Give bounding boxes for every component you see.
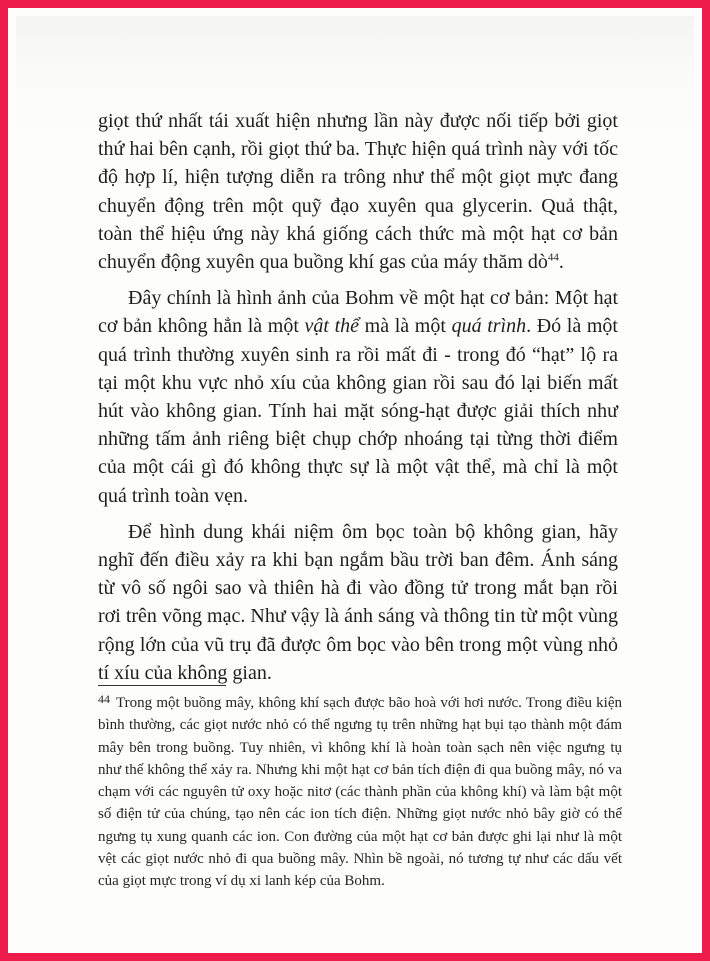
footnote-reference[interactable]: 44 <box>547 251 559 264</box>
footnote-divider <box>98 685 226 686</box>
italic-term: vật thể <box>304 315 360 338</box>
paragraph-2: Đây chính là hình ảnh của Bohm về một hạt cơ bản: Một hạt cơ bản không hẳn là một vật thể mà là một quá trình. Đó là một quá trình thường xuyên sinh ra rồi mất đi - trong đó “hạt” lộ ra tại một khu vực nhỏ xíu của không gian rồi sau đó lại biến mất hút vào không gian. Tính hai mặt sóng-hạt được giải thích như những tấm ảnh riêng biệt chụp chớp nhoáng tại từng thời điểm của một cái gì đó không thực sự là một vật thể, mà chỉ là một quá trình toàn vẹn. <box>98 287 618 507</box>
footnote-mark: 44 <box>98 692 110 706</box>
italic-term: quá trình <box>451 315 527 338</box>
paragraph-1: giọt thứ nhất tái xuất hiện nhưng lần này được nối tiếp bởi giọt thứ hai bên cạnh, rồi giọt thứ ba. Thực hiện quá trình này với tốc độ hợp lí, hiện tượng diễn ra trông như thể một giọt mực đang chuyển động trên một quỹ đạo xuyên qua glycerin. Quả thật, toàn thể hiệu ứng này khá giống cách thức mà một hạt cơ bản chuyển động xuyên qua buồng khí gas của máy thăm $dò^{44}$. <box>98 110 618 274</box>
footnote-text: Trong một buồng mây, không khí sạch được bão hoà với hơi nước. Trong điều kiện bình thường, các giọt nước nhỏ có thể ngưng tụ trên những hạt bụi tạo thành một đám mây bên trong buồng. Tuy nhiên, vì không khí là hoàn toàn sạch nên việc ngưng tụ như thế không thể xảy ra. Nhưng khi một hạt cơ bản tích điện đi qua buồng mây, nó va chạm với các nguyên tử oxy hoặc nitơ (các thành phần của không khí) và làm bật một số điện tử của chúng, tạo nên các ion tích điện. Những giọt nước nhỏ bây giờ có thể ngưng tụ xung quanh các ion. Con đường của một hạt cơ bản được ghi lại như là một vệt các giọt nước nhỏ đi qua buồng mây. Nhìn bề ngoài, nó tương tự như các dấu vết của giọt mực trong ví dụ xi lanh kép của Bohm. <box>98 695 622 890</box>
paragraph-3: Để hình dung khái niệm ôm bọc toàn bộ không gian, hãy nghĩ đến điều xảy ra khi bạn ngắm bầu trời ban đêm. Ánh sáng từ vô số ngôi sao và thiên hà đi vào đồng tử trong mắt bạn rồi rơi trên võng mạc. Như vậy là ánh sáng và thông tin từ một vùng rộng lớn của vũ trụ đã được ôm bọc vào bên trong một vùng nhỏ tí xíu của không gian. <box>98 520 618 684</box>
footnote <box>98 692 622 893</box>
body-text <box>98 107 618 695</box>
